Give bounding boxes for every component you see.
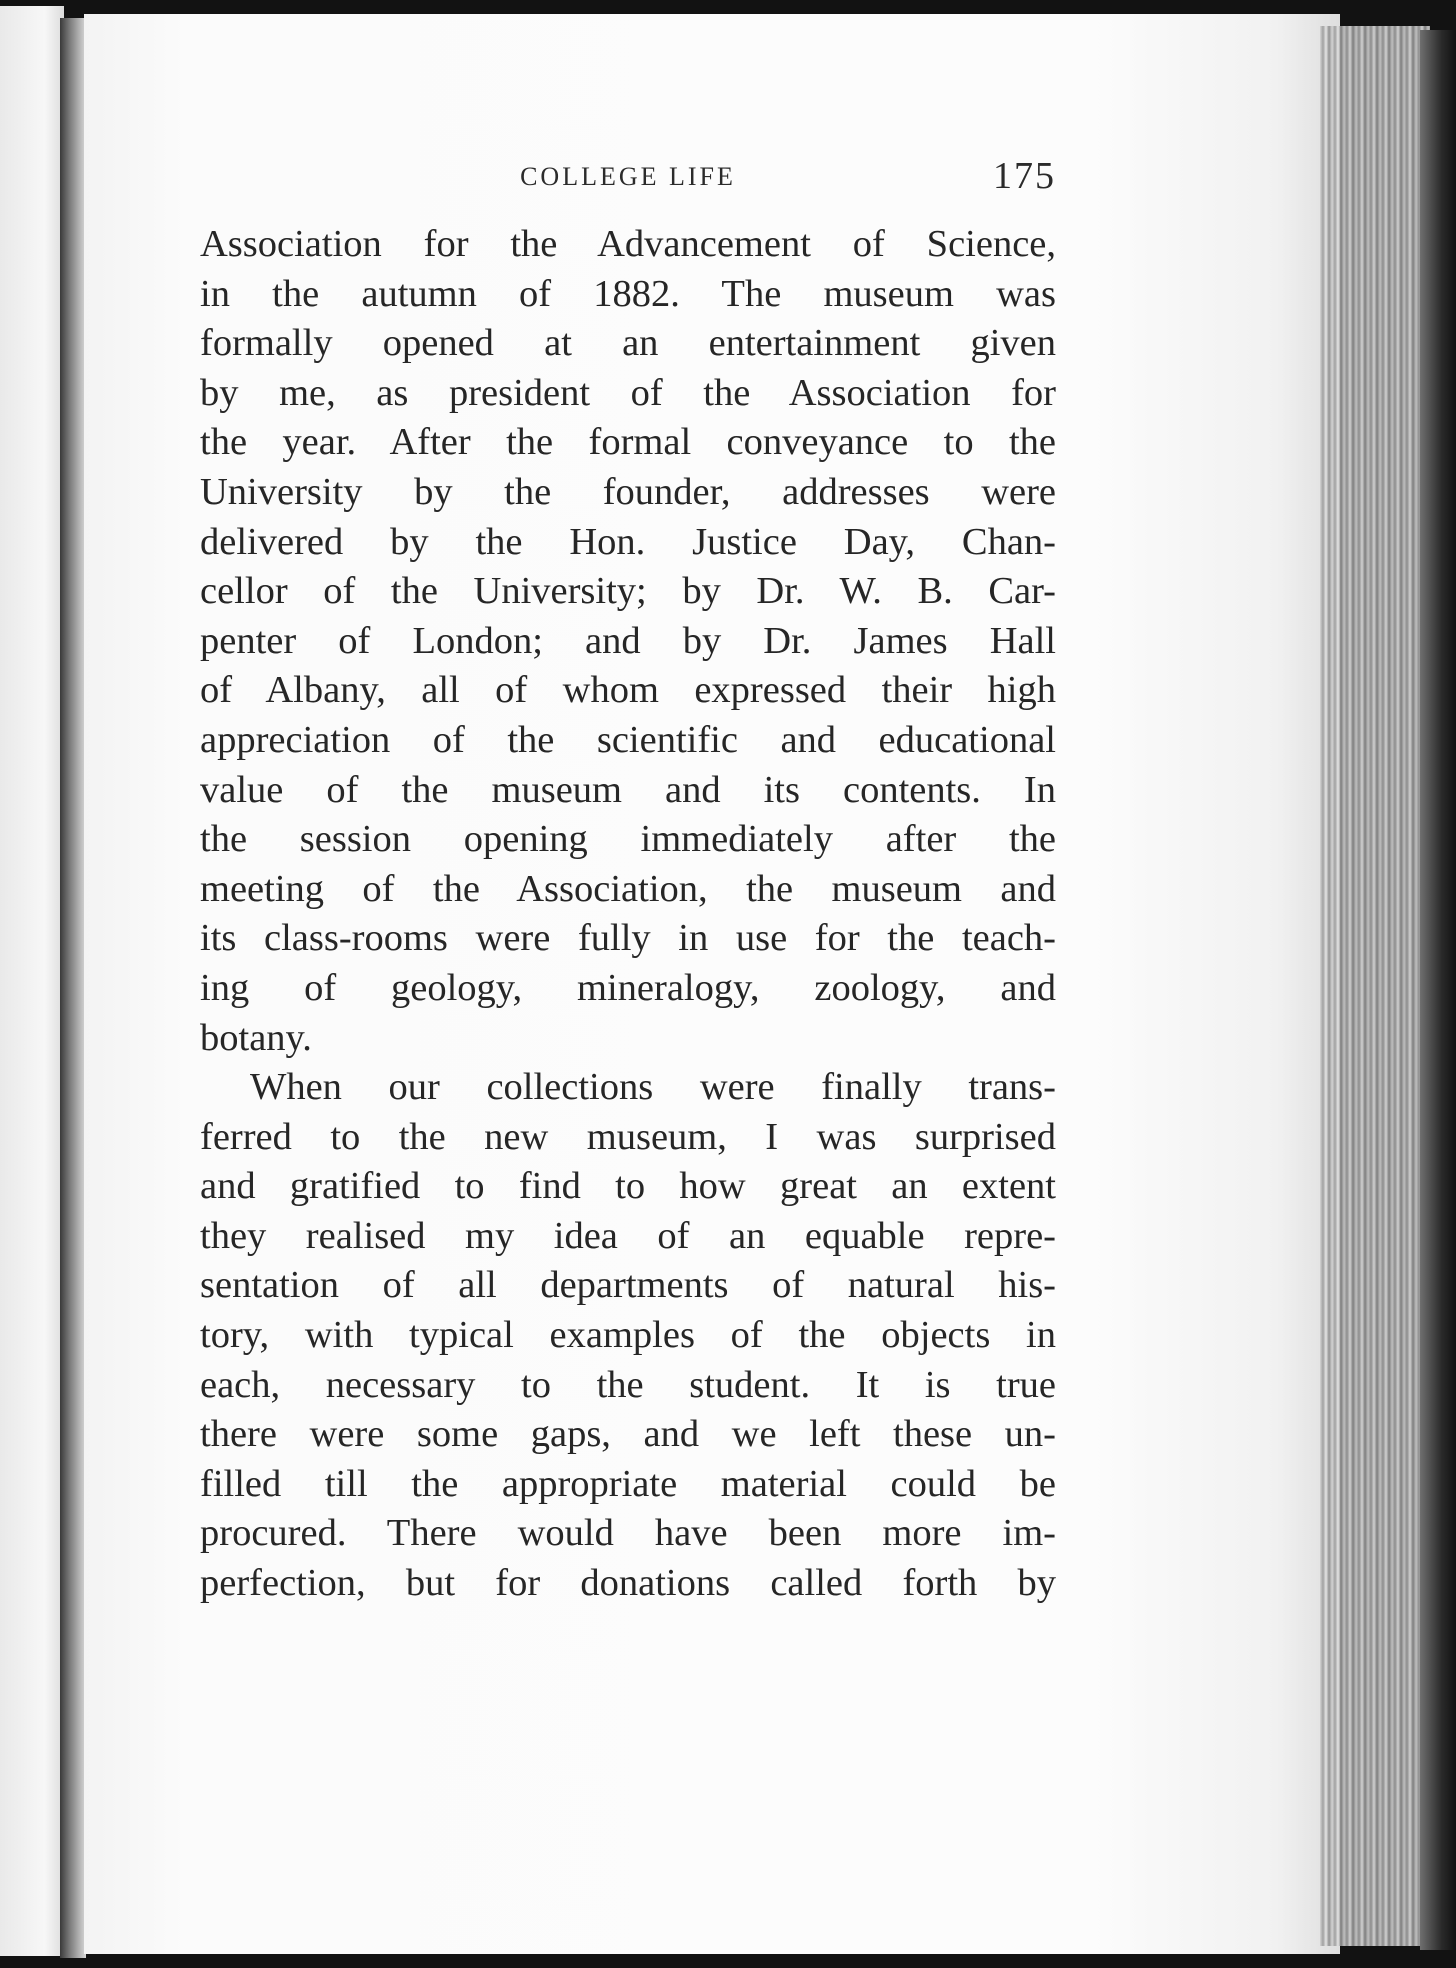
text-line: value of the museum and its contents. In bbox=[200, 768, 1056, 811]
book-gutter bbox=[60, 18, 86, 1958]
text-line: tory, with typical examples of the objects in bbox=[200, 1314, 1056, 1357]
text-line: Association for the Advancement of Science, bbox=[200, 223, 1056, 265]
text-line: botany. bbox=[200, 1016, 312, 1059]
page-fore-edge bbox=[1320, 26, 1430, 1946]
text-line: appreciation of the scientific and educational bbox=[200, 718, 1056, 761]
text-line: in the autumn of 1882. The museum was bbox=[200, 272, 1056, 315]
text-line: University by the founder, addresses were bbox=[200, 470, 1056, 513]
text-line: the session opening immediately after the bbox=[200, 818, 1056, 861]
text-line: filled till the appropriate material could be bbox=[200, 1462, 1056, 1505]
text-line: meeting of the Association, the museum and bbox=[200, 867, 1056, 910]
text-line: procured. There would have been more im- bbox=[200, 1512, 1056, 1555]
text-line: When our collections were finally trans- bbox=[250, 1066, 1056, 1109]
running-title: COLLEGE LIFE bbox=[520, 162, 736, 191]
text-line: they realised my idea of an equable repre- bbox=[200, 1214, 1056, 1257]
paragraph-1 bbox=[200, 220, 1056, 1063]
text-line: ferred to the new museum, I was surprised bbox=[200, 1115, 1056, 1158]
text-line: the year. After the formal conveyance to the bbox=[200, 421, 1056, 464]
text-line: its class-rooms were fully in use for the teach- bbox=[200, 917, 1056, 960]
text-line: perfection, but for donations called forth by bbox=[200, 1562, 1056, 1605]
text-line: formally opened at an entertainment given bbox=[200, 322, 1056, 365]
body-text bbox=[200, 220, 1056, 1609]
text-line: delivered by the Hon. Justice Day, Chan- bbox=[200, 520, 1056, 563]
text-line: there were some gaps, and we left these un- bbox=[200, 1413, 1056, 1456]
paragraph-2 bbox=[200, 1063, 1056, 1609]
text-line: by me, as president of the Association for bbox=[200, 371, 1056, 414]
page-header bbox=[200, 150, 1056, 210]
text-line: ing of geology, mineralogy, zoology, and bbox=[200, 966, 1056, 1009]
text-line: each, necessary to the student. It is true bbox=[200, 1363, 1056, 1406]
fore-edge-shadow bbox=[1420, 30, 1456, 1950]
text-line: cellor of the University; by Dr. W. B. Car- bbox=[200, 570, 1056, 613]
text-line: sentation of all departments of natural his- bbox=[200, 1264, 1056, 1307]
text-line: penter of London; and by Dr. James Hall bbox=[200, 619, 1056, 662]
left-page-edge bbox=[0, 6, 64, 1956]
text-line: of Albany, all of whom expressed their high bbox=[200, 669, 1056, 712]
page-number: 175 bbox=[993, 155, 1056, 197]
text-line: and gratified to find to how great an extent bbox=[200, 1165, 1056, 1208]
